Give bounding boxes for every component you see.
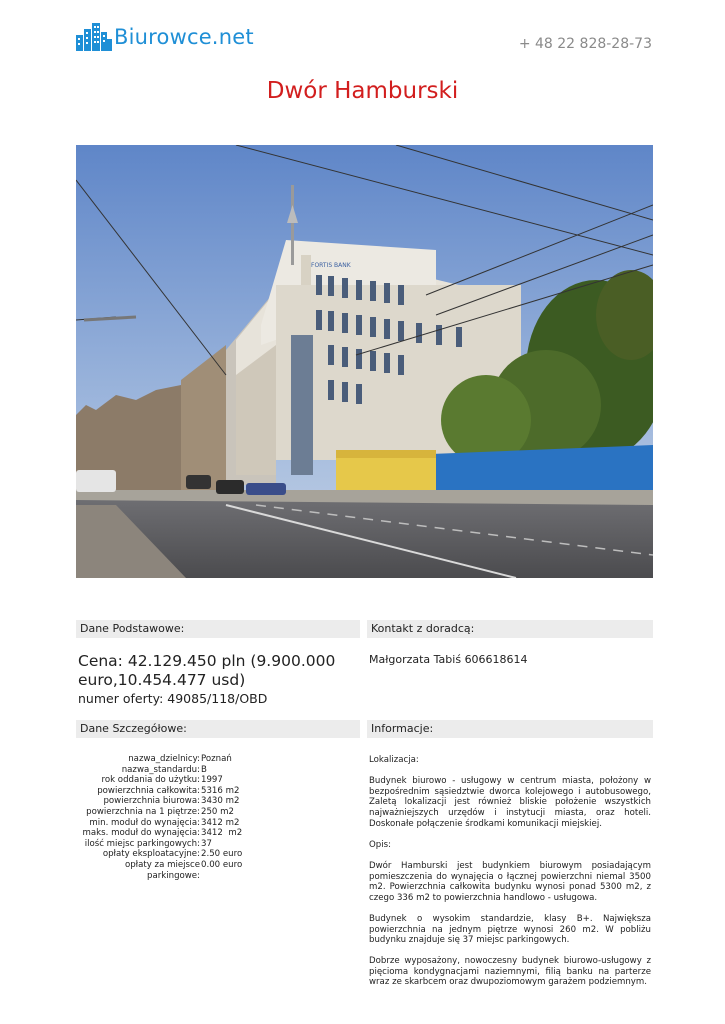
info-paragraph: Dwór Hamburski jest budynkiem biurowym posiadającym pomieszczenia do wynajęcia o łącznej powierzchni niemal 3500 m2. Powierzchnia całkowita budynku wynosi ponad 5300 m2, z czego 336 m2 to powierzchnia handlowo - usługowa. xyxy=(369,860,651,903)
info-paragraph: Budynek biurowo - usługowy w centrum miasta, położony w bezpośrednim sąsiedztwie dworca kolejowego i autobusowego, Zaletą lokalizacji jest również bliskie położenie wszystkich najważniejszych urzędów i instytucji miasta, oraz hoteli. Doskonałe połączenie środkami komunikacji miejskiej. xyxy=(369,776,651,829)
detail-row xyxy=(76,786,360,797)
detail-label: nazwa_standardu: xyxy=(121,764,200,775)
price: Cena: 42.129.450 pln (9.900.000 euro,10.454.477 usd) xyxy=(78,652,336,689)
detail-value: 3412 m2 xyxy=(201,817,240,828)
detail-label: min. moduł do wynajęcia: xyxy=(89,817,200,828)
detail-value: Poznań xyxy=(201,754,232,764)
advisor-contact[interactable]: Małgorzata Tabiś 606618614 xyxy=(369,653,528,666)
detail-label: powierzchnia biurowa: xyxy=(103,796,200,807)
building-photo-illustration xyxy=(76,145,653,578)
details-table xyxy=(76,754,360,881)
detail-row xyxy=(76,796,360,807)
info-text xyxy=(369,755,651,999)
detail-label: rok oddania do użytku: xyxy=(101,775,200,786)
info-paragraph: Lokalizacja: xyxy=(369,755,419,765)
detail-row xyxy=(76,828,360,839)
detail-value: 0.00 euro xyxy=(201,859,243,870)
page-title: Dwór Hamburski xyxy=(266,78,459,104)
detail-row xyxy=(76,860,360,881)
detail-label: opłaty za miejsce parkingowe: xyxy=(124,859,200,881)
detail-value: 3412 m2 xyxy=(201,828,243,839)
detail-value: 250 m2 xyxy=(201,806,234,817)
info-paragraph: Dobrze wyposażony, nowoczesny budynek biurowo-usługowy z pięcioma kondygnacjami naziemnymi, filią banku na parterze wraz ze skarbcem oraz dwupoziomowym garażem podziemnym. xyxy=(369,956,651,988)
detail-row xyxy=(76,754,360,765)
section-details-header: Dane Szczegółowe: xyxy=(76,720,360,738)
detail-row xyxy=(76,818,360,829)
section-basic-header: Dane Podstawowe: xyxy=(76,620,360,638)
detail-label: nazwa_dzielnicy: xyxy=(128,754,200,764)
detail-label: powierzchnia na 1 piętrze: xyxy=(86,806,200,817)
detail-value: 5316 m2 xyxy=(201,785,240,796)
logo-text: Biurowce.net xyxy=(114,25,254,49)
detail-value: 37 xyxy=(201,838,212,849)
detail-row xyxy=(76,849,360,860)
detail-value: 1997 xyxy=(201,775,223,786)
info-paragraph: Opis: xyxy=(369,839,391,850)
detail-label: opłaty eksploatacyjne: xyxy=(102,849,200,860)
detail-value: 3430 m2 xyxy=(201,796,240,807)
phone-number[interactable]: + 48 22 828-28-73 xyxy=(518,36,652,52)
detail-value: B xyxy=(201,764,207,775)
detail-label: powierzchnia całkowita: xyxy=(97,785,200,796)
detail-label: maks. moduł do wynajęcia: xyxy=(82,828,200,839)
building-photo xyxy=(76,145,653,578)
detail-row xyxy=(76,765,360,776)
section-info-header: Informacje: xyxy=(367,720,653,738)
site-logo[interactable] xyxy=(76,22,254,52)
info-paragraph: Budynek o wysokim standardzie, klasy B+. Największa powierzchnia na jednym piętrze wynosi 260 m2. W pobliżu budynku znajduje się 37 miejsc parkingowych. xyxy=(369,913,651,946)
detail-value: 2.50 euro xyxy=(201,849,243,860)
fortis-bank-sign: FORTIS BANK xyxy=(311,262,351,269)
detail-row xyxy=(76,775,360,786)
detail-label: ilość miejsc parkingowych: xyxy=(84,838,200,849)
buildings-logo-icon xyxy=(76,23,112,51)
detail-row xyxy=(76,807,360,818)
detail-row xyxy=(76,839,360,850)
section-contact-header: Kontakt z doradcą: xyxy=(367,620,653,638)
offer-number: numer oferty: 49085/118/OBD xyxy=(78,691,268,706)
